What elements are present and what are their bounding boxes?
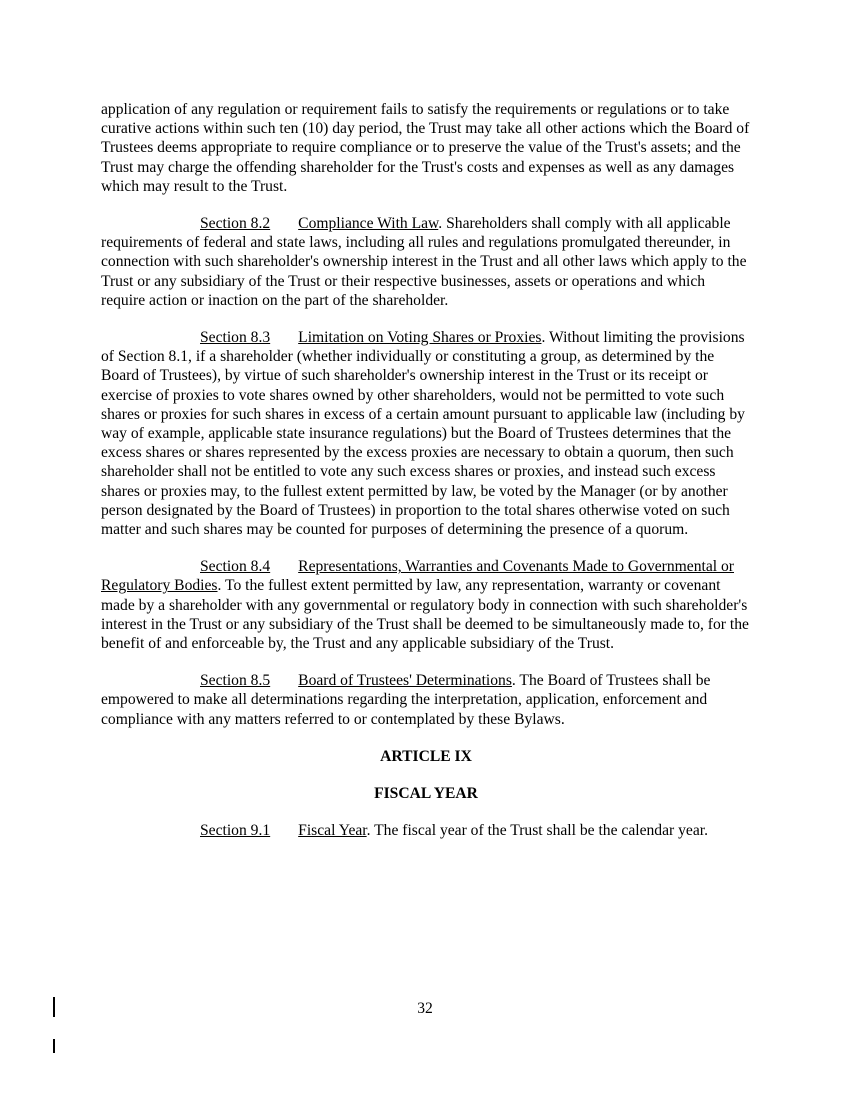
- document-page: [101, 100, 751, 859]
- section-9-1: Section 9.1 Fiscal Year. The fiscal year of the Trust shall be the calendar year.: [200, 822, 708, 840]
- article-title: FISCAL YEAR: [374, 785, 478, 803]
- article-heading: ARTICLE IX: [380, 747, 472, 765]
- page-number: 32: [417, 1000, 433, 1017]
- intro-paragraph: application of any regulation or requirement fails to satisfy the requirements or regulations or to take curative actions within such ten (10) day period, the Trust may take all other actions which the Board of Trustees deems appropriate to require compliance or to preserve the value of the Trust's assets; and the Trust may charge the offending shareholder for the Trust's costs and expenses as well as any damages which may result to the Trust.: [101, 101, 750, 195]
- section-8-4: Section 8.4 Representations, Warranties and Covenants Made to Governmental or Regulatory Bodies. To the fullest extent permitted by law, any representation, warranty or covenant made by a shareholder with any governmental or regulatory body in connection with such shareholder's interest in the Trust or any subsidiary of the Trust shall be deemed to be simultaneously made to, for the benefit of and enforceable by, the Trust and any applicable subsidiary of the Trust.: [101, 558, 749, 653]
- section-9-1-heading: Section 9.1 Fiscal Year: [200, 822, 367, 840]
- section-8-4-heading: Section 8.4 Representations, Warranties and Covenants Made to Governmental or Regulatory Bodies: [101, 558, 734, 595]
- section-8-5-heading: Section 8.5 Board of Trustees' Determinations: [200, 672, 512, 690]
- section-8-2-heading: Section 8.2 Compliance With Law: [200, 215, 439, 233]
- section-8-5: Section 8.5 Board of Trustees' Determinations. The Board of Trustees shall be empowered to make all determinations regarding the interpretation, application, enforcement and compliance with any matters referred to or contemplated by these Bylaws.: [101, 672, 711, 728]
- change-bar: [53, 1039, 55, 1053]
- section-8-3-heading: Section 8.3 Limitation on Voting Shares or Proxies: [200, 329, 542, 347]
- section-8-3: Section 8.3 Limitation on Voting Shares or Proxies. Without limiting the provisions of Section 8.1, if a shareholder (whether individually or constituting a group, as determined by the Board of Trustees), by virtue of such shareholder's ownership interest in the Trust or its receipt or exercise of proxies to vote shares owned by other shareholders, would not be permitted to vote such shares or proxies for such shares in excess of a certain amount pursuant to applicable law (including by way of example, applicable state insurance regulations) but the Board of Trustees determines that the excess shares or shares represented by the excess proxies are necessary to obtain a quorum, then such shareholder shall not be entitled to vote any such excess shares or proxies, and instead such excess shares or proxies may, to the fullest extent permitted by law, be voted by the Manager (or by another person designated by the Board of Trustees) in proportion to the total shares otherwise voted on such matter and such shares may be counted for purposes of determining the presence of a quorum.: [101, 329, 745, 539]
- section-8-2: Section 8.2 Compliance With Law. Shareholders shall comply with all applicable requirements of federal and state laws, including all rules and regulations promulgated thereunder, in connection with such shareholder's ownership interest in the Trust and all other laws which apply to the Trust or any subsidiary of the Trust or their respective businesses, assets or operations and which require action or inaction on the part of the shareholder.: [101, 215, 747, 309]
